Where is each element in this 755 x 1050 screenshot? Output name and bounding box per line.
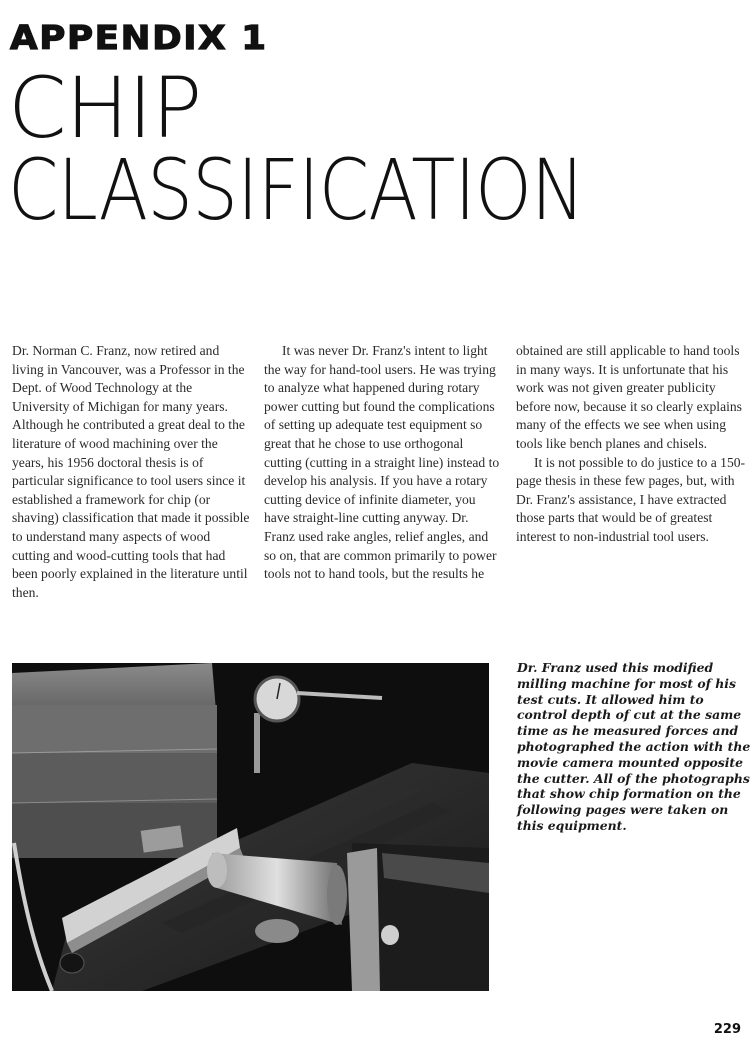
photo-caption: Dr. Franz used this modified milling machine for most of his test cuts. It allowed him to control depth of cut at the same time as he measured forces and photographed the action with the movie camera mounted opposite the cutter. All of the photographs that show chip formation on the following pages were taken on this equipment.	[517, 660, 751, 833]
paragraph: It is not possible to do justice to a 150-page thesis in these few pages, but, with Dr. Franz's assistance, I have extracted those parts that would be of greatest interest to non-industrial tool users.	[516, 454, 746, 544]
body-column-1	[12, 342, 250, 602]
appendix-kicker: APPENDIX 1	[10, 18, 268, 57]
paragraph: obtained are still applicable to hand tools in many ways. It is unfortunate that his work was not given greater publicity before now, because it so clearly explains many of the effects we see when using tools like bench planes and chisels.	[516, 343, 742, 451]
milling-machine-photo	[12, 663, 489, 991]
page-title-line-2: CLASSIFICATION	[8, 141, 585, 239]
photo-illustration	[12, 663, 489, 991]
page-number: 229	[713, 1022, 741, 1037]
paragraph: Dr. Norman C. Franz, now retired and living in Vancouver, was a Professor in the Dept. of Wood Technology at the University of Michigan for many years. Although he contributed a great deal to the literature of wood machining over the years, his 1956 doctoral thesis is of particular significance to tool users since it established a framework for chip (or shaving) classification that made it possible to understand many aspects of wood cutting and wood-cutting tools that had been poorly explained in the literature until then.	[12, 343, 250, 600]
page-title-line-1: CHIP	[8, 59, 202, 157]
body-column-3	[516, 342, 752, 547]
body-column-2	[264, 342, 502, 584]
paragraph: It was never Dr. Franz's intent to light the way for hand-tool users. He was trying to analyze what happened during rotary power cutting but found the complications of setting up adequate test equipment so great that he chose to use orthogonal cutting (cutting in a straight line) instead to develop his analysis. If you have a rotary cutting device of infinite diameter, you have straight-line cutting anyway. Dr. Franz used rake angles, relief angles, and so on, that are common primarily to power tools not to hand tools, but the results he	[264, 343, 500, 582]
